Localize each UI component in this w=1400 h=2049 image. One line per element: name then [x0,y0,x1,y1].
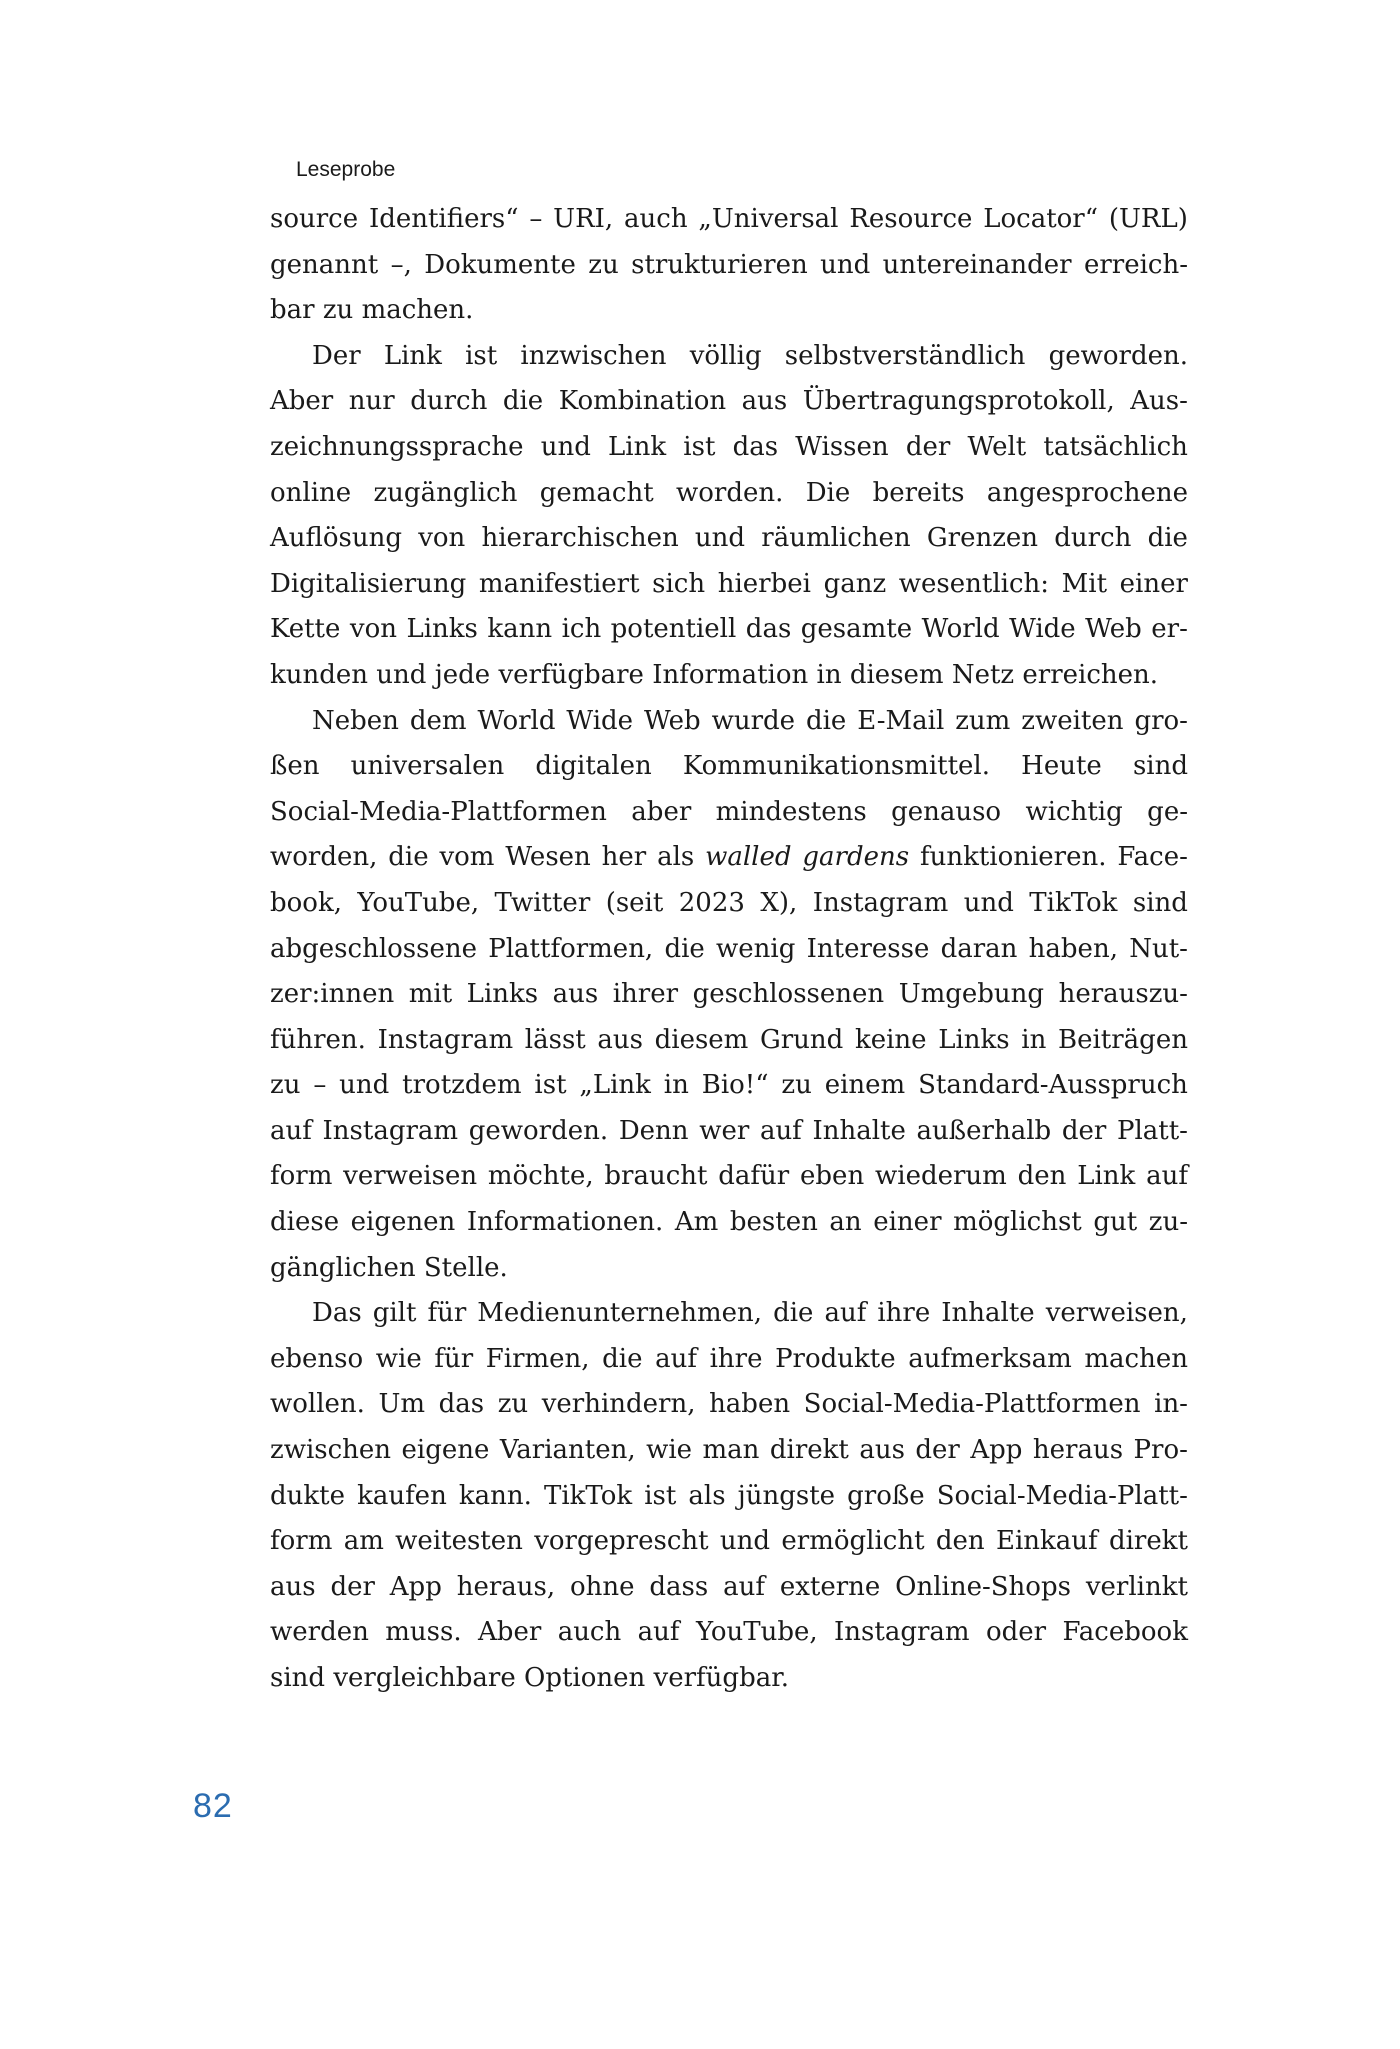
text-line: Kette von Links kann ich potentiell das gesamte World Wide Web er- [270,614,1188,645]
text-line: bar zu machen. [270,295,474,326]
text-line: form am weitesten vorgeprescht und ermöglicht den Einkauf direkt [270,1526,1188,1557]
text-line: auf Instagram geworden. Denn wer auf Inhalte außerhalb der Platt- [270,1115,1188,1146]
text-line: gänglichen Stelle. [270,1252,508,1283]
text-line: werden muss. Aber auch auf YouTube, Instagram oder Facebook [270,1617,1188,1648]
text-line: führen. Instagram lässt aus diesem Grund keine Links in Beiträgen [270,1024,1188,1055]
text-line: ßen universalen digitalen Kommunikationsmittel. Heute sind [270,751,1188,782]
text-line: zwischen eigene Varianten, wie man direkt aus der App heraus Pro- [270,1435,1188,1466]
text-line: online zugänglich gemacht worden. Die bereits angesprochene [270,477,1188,508]
text-line: Neben dem World Wide Web wurde die E-Mail zum zweiten gro- [312,705,1188,736]
text-line: worden, die vom Wesen her als walled gardens funktionieren. Face- [270,842,1188,873]
text-line: zer:innen mit Links aus ihrer geschlossenen Umgebung herauszu- [270,979,1188,1010]
text-line: zeichnungssprache und Link ist das Wissen der Welt tatsächlich [270,431,1188,462]
text-line: source Identifiers“ – URI, auch „Universal Resource Locator“ (URL) [270,204,1188,234]
text-line: Der Link ist inzwischen völlig selbstverständlich geworden. [312,340,1188,371]
text-line: form verweisen möchte, braucht dafür eben wiederum den Link auf [270,1161,1188,1192]
text-line: Digitalisierung manifestiert sich hierbei ganz wesentlich: Mit einer [270,568,1188,599]
text-line: genannt –, Dokumente zu strukturieren und untereinander erreich- [270,249,1188,280]
text-line: Auflösung von hierarchischen und räumlichen Grenzen durch die [270,523,1188,554]
text-line: ebenso wie für Firmen, die auf ihre Produkte aufmerksam machen [270,1343,1188,1374]
text-line: book, YouTube, Twitter (seit 2023 X), Instagram und TikTok sind [270,887,1188,918]
text-line: Das gilt für Medienunternehmen, die auf ihre Inhalte verweisen, [312,1298,1188,1329]
text-line: Aber nur durch die Kombination aus Übertragungsprotokoll, Aus- [270,386,1188,417]
paragraph [270,334,1188,699]
text-line: wollen. Um das zu verhindern, haben Social-Media-Plattformen in- [270,1389,1188,1420]
text-line: abgeschlossene Plattformen, die wenig Interesse daran haben, Nut- [270,933,1188,964]
text-line: diese eigenen Informationen. Am besten an einer möglichst gut zu- [270,1207,1188,1238]
body-text [270,197,1188,1702]
text-line: kunden und jede verfügbare Information in diesem Netz erreichen. [270,659,1159,690]
text-line: sind vergleichbare Optionen verfügbar. [270,1663,790,1693]
paragraph [270,1291,1188,1701]
text-line: zu – und trotzdem ist „Link in Bio!“ zu einem Standard-Ausspruch [270,1070,1188,1101]
text-line: dukte kaufen kann. TikTok ist als jüngste große Social-Media-Platt- [270,1480,1188,1511]
page-number: 82 [193,1787,233,1825]
text-line: Social-Media-Plattformen aber mindestens genauso wichtig ge- [270,796,1188,827]
text-line: aus der App heraus, ohne dass auf externe Online-Shops verlinkt [270,1571,1188,1602]
paragraph [270,699,1188,1292]
running-header: Leseprobe [296,158,396,181]
paragraph [270,197,1188,334]
